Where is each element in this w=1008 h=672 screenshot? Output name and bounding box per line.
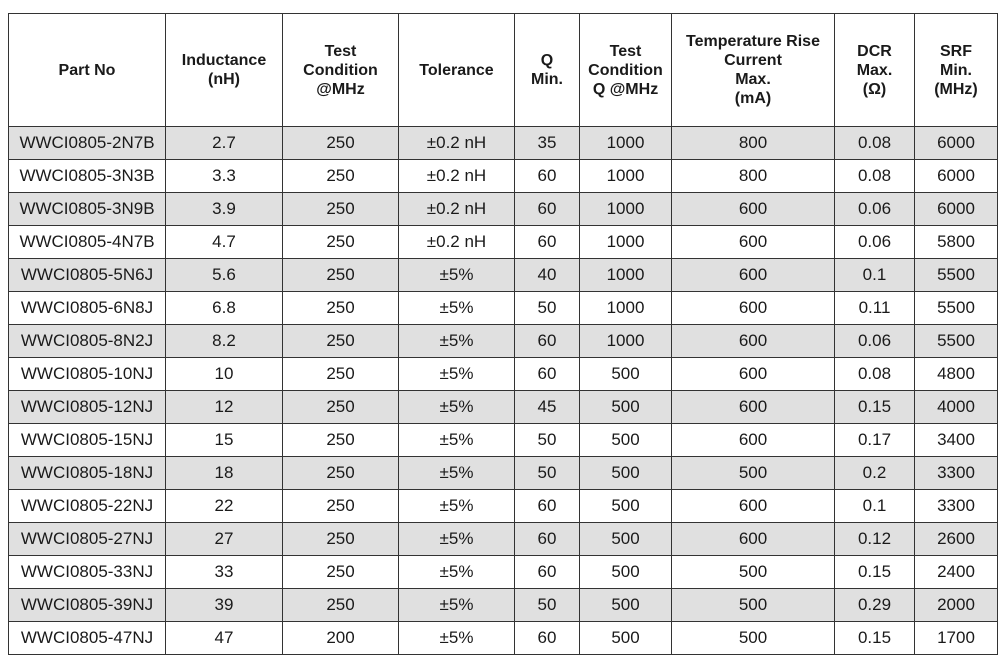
test-condition-cell: 250 [283, 358, 399, 391]
current-cell: 600 [672, 292, 835, 325]
current-cell: 800 [672, 160, 835, 193]
inductance-cell: 10 [166, 358, 283, 391]
header-part-no: Part No [9, 14, 166, 127]
q-test-condition-cell: 500 [580, 523, 672, 556]
table-row [9, 622, 998, 655]
test-condition-cell: 200 [283, 622, 399, 655]
tolerance-cell: ±5% [399, 358, 515, 391]
test-condition-cell: 250 [283, 391, 399, 424]
part-no-cell: WWCI0805-3N3B [9, 160, 166, 193]
header-srf-min: SRF Min. (MHz) [915, 14, 998, 127]
q-test-condition-cell: 1000 [580, 292, 672, 325]
current-cell: 600 [672, 391, 835, 424]
q-min-cell: 50 [515, 589, 580, 622]
q-test-condition-cell: 500 [580, 391, 672, 424]
dcr-cell: 0.17 [835, 424, 915, 457]
test-condition-cell: 250 [283, 226, 399, 259]
header-dcr-max: DCR Max. (Ω) [835, 14, 915, 127]
current-cell: 500 [672, 457, 835, 490]
dcr-cell: 0.15 [835, 556, 915, 589]
table-row [9, 391, 998, 424]
srf-cell: 5500 [915, 325, 998, 358]
table-row [9, 193, 998, 226]
dcr-cell: 0.06 [835, 226, 915, 259]
srf-cell: 5800 [915, 226, 998, 259]
current-cell: 600 [672, 523, 835, 556]
q-min-cell: 60 [515, 358, 580, 391]
table-row [9, 589, 998, 622]
q-min-cell: 60 [515, 556, 580, 589]
part-no-cell: WWCI0805-39NJ [9, 589, 166, 622]
part-no-cell: WWCI0805-5N6J [9, 259, 166, 292]
srf-cell: 2600 [915, 523, 998, 556]
tolerance-cell: ±5% [399, 589, 515, 622]
dcr-cell: 0.08 [835, 358, 915, 391]
table-row [9, 490, 998, 523]
test-condition-cell: 250 [283, 490, 399, 523]
inductance-cell: 2.7 [166, 127, 283, 160]
table-body [9, 127, 998, 655]
part-no-cell: WWCI0805-15NJ [9, 424, 166, 457]
test-condition-cell: 250 [283, 127, 399, 160]
table-row [9, 424, 998, 457]
inductance-cell: 3.3 [166, 160, 283, 193]
q-min-cell: 50 [515, 424, 580, 457]
tolerance-cell: ±0.2 nH [399, 127, 515, 160]
q-test-condition-cell: 500 [580, 457, 672, 490]
q-test-condition-cell: 1000 [580, 193, 672, 226]
tolerance-cell: ±0.2 nH [399, 226, 515, 259]
table-row [9, 457, 998, 490]
srf-cell: 3300 [915, 457, 998, 490]
header-q-min: Q Min. [515, 14, 580, 127]
part-no-cell: WWCI0805-27NJ [9, 523, 166, 556]
srf-cell: 6000 [915, 193, 998, 226]
q-test-condition-cell: 500 [580, 589, 672, 622]
q-min-cell: 60 [515, 226, 580, 259]
q-test-condition-cell: 1000 [580, 226, 672, 259]
q-min-cell: 60 [515, 622, 580, 655]
srf-cell: 4000 [915, 391, 998, 424]
inductance-cell: 18 [166, 457, 283, 490]
current-cell: 500 [672, 589, 835, 622]
q-min-cell: 35 [515, 127, 580, 160]
srf-cell: 6000 [915, 160, 998, 193]
srf-cell: 5500 [915, 292, 998, 325]
table-row [9, 358, 998, 391]
q-min-cell: 50 [515, 457, 580, 490]
header-q-test-condition: Test Condition Q @MHz [580, 14, 672, 127]
tolerance-cell: ±5% [399, 556, 515, 589]
test-condition-cell: 250 [283, 556, 399, 589]
tolerance-cell: ±5% [399, 292, 515, 325]
tolerance-cell: ±5% [399, 391, 515, 424]
q-test-condition-cell: 1000 [580, 325, 672, 358]
table-row [9, 160, 998, 193]
q-test-condition-cell: 500 [580, 358, 672, 391]
inductance-cell: 6.8 [166, 292, 283, 325]
current-cell: 500 [672, 556, 835, 589]
test-condition-cell: 250 [283, 457, 399, 490]
dcr-cell: 0.1 [835, 490, 915, 523]
srf-cell: 1700 [915, 622, 998, 655]
table-row [9, 325, 998, 358]
tolerance-cell: ±0.2 nH [399, 160, 515, 193]
q-test-condition-cell: 500 [580, 424, 672, 457]
q-min-cell: 60 [515, 523, 580, 556]
part-no-cell: WWCI0805-4N7B [9, 226, 166, 259]
q-test-condition-cell: 1000 [580, 259, 672, 292]
current-cell: 600 [672, 358, 835, 391]
srf-cell: 2400 [915, 556, 998, 589]
dcr-cell: 0.2 [835, 457, 915, 490]
q-test-condition-cell: 1000 [580, 160, 672, 193]
dcr-cell: 0.06 [835, 193, 915, 226]
q-test-condition-cell: 500 [580, 556, 672, 589]
inductance-cell: 3.9 [166, 193, 283, 226]
srf-cell: 3300 [915, 490, 998, 523]
test-condition-cell: 250 [283, 292, 399, 325]
inductance-cell: 12 [166, 391, 283, 424]
dcr-cell: 0.15 [835, 391, 915, 424]
inductance-cell: 4.7 [166, 226, 283, 259]
spec-table-container [8, 13, 998, 655]
part-no-cell: WWCI0805-47NJ [9, 622, 166, 655]
q-min-cell: 40 [515, 259, 580, 292]
inductance-cell: 22 [166, 490, 283, 523]
inductance-cell: 5.6 [166, 259, 283, 292]
table-row [9, 226, 998, 259]
dcr-cell: 0.12 [835, 523, 915, 556]
table-row [9, 259, 998, 292]
inductance-cell: 47 [166, 622, 283, 655]
part-no-cell: WWCI0805-6N8J [9, 292, 166, 325]
header-test-condition: Test Condition @MHz [283, 14, 399, 127]
srf-cell: 5500 [915, 259, 998, 292]
dcr-cell: 0.08 [835, 160, 915, 193]
header-row [9, 14, 998, 127]
part-no-cell: WWCI0805-10NJ [9, 358, 166, 391]
dcr-cell: 0.1 [835, 259, 915, 292]
tolerance-cell: ±0.2 nH [399, 193, 515, 226]
dcr-cell: 0.11 [835, 292, 915, 325]
current-cell: 800 [672, 127, 835, 160]
q-test-condition-cell: 500 [580, 622, 672, 655]
q-min-cell: 60 [515, 325, 580, 358]
tolerance-cell: ±5% [399, 457, 515, 490]
test-condition-cell: 250 [283, 160, 399, 193]
test-condition-cell: 250 [283, 523, 399, 556]
srf-cell: 3400 [915, 424, 998, 457]
table-row [9, 127, 998, 160]
part-no-cell: WWCI0805-22NJ [9, 490, 166, 523]
current-cell: 600 [672, 424, 835, 457]
q-min-cell: 45 [515, 391, 580, 424]
inductor-spec-table [8, 13, 998, 655]
current-cell: 600 [672, 325, 835, 358]
current-cell: 600 [672, 226, 835, 259]
test-condition-cell: 250 [283, 259, 399, 292]
dcr-cell: 0.29 [835, 589, 915, 622]
q-test-condition-cell: 500 [580, 490, 672, 523]
header-inductance: Inductance (nH) [166, 14, 283, 127]
current-cell: 600 [672, 490, 835, 523]
tolerance-cell: ±5% [399, 424, 515, 457]
test-condition-cell: 250 [283, 193, 399, 226]
test-condition-cell: 250 [283, 589, 399, 622]
q-min-cell: 60 [515, 193, 580, 226]
srf-cell: 6000 [915, 127, 998, 160]
header-temperature-rise-current: Temperature Rise Current Max. (mA) [672, 14, 835, 127]
inductance-cell: 39 [166, 589, 283, 622]
tolerance-cell: ±5% [399, 325, 515, 358]
part-no-cell: WWCI0805-18NJ [9, 457, 166, 490]
q-min-cell: 60 [515, 160, 580, 193]
test-condition-cell: 250 [283, 325, 399, 358]
tolerance-cell: ±5% [399, 259, 515, 292]
table-row [9, 292, 998, 325]
inductance-cell: 8.2 [166, 325, 283, 358]
dcr-cell: 0.15 [835, 622, 915, 655]
header-tolerance: Tolerance [399, 14, 515, 127]
table-header [9, 14, 998, 127]
part-no-cell: WWCI0805-8N2J [9, 325, 166, 358]
srf-cell: 2000 [915, 589, 998, 622]
inductance-cell: 33 [166, 556, 283, 589]
part-no-cell: WWCI0805-2N7B [9, 127, 166, 160]
current-cell: 600 [672, 259, 835, 292]
q-min-cell: 50 [515, 292, 580, 325]
table-row [9, 556, 998, 589]
dcr-cell: 0.08 [835, 127, 915, 160]
part-no-cell: WWCI0805-33NJ [9, 556, 166, 589]
srf-cell: 4800 [915, 358, 998, 391]
table-row [9, 523, 998, 556]
q-min-cell: 60 [515, 490, 580, 523]
q-test-condition-cell: 1000 [580, 127, 672, 160]
tolerance-cell: ±5% [399, 490, 515, 523]
tolerance-cell: ±5% [399, 622, 515, 655]
dcr-cell: 0.06 [835, 325, 915, 358]
inductance-cell: 27 [166, 523, 283, 556]
inductance-cell: 15 [166, 424, 283, 457]
part-no-cell: WWCI0805-12NJ [9, 391, 166, 424]
part-no-cell: WWCI0805-3N9B [9, 193, 166, 226]
current-cell: 500 [672, 622, 835, 655]
tolerance-cell: ±5% [399, 523, 515, 556]
current-cell: 600 [672, 193, 835, 226]
test-condition-cell: 250 [283, 424, 399, 457]
